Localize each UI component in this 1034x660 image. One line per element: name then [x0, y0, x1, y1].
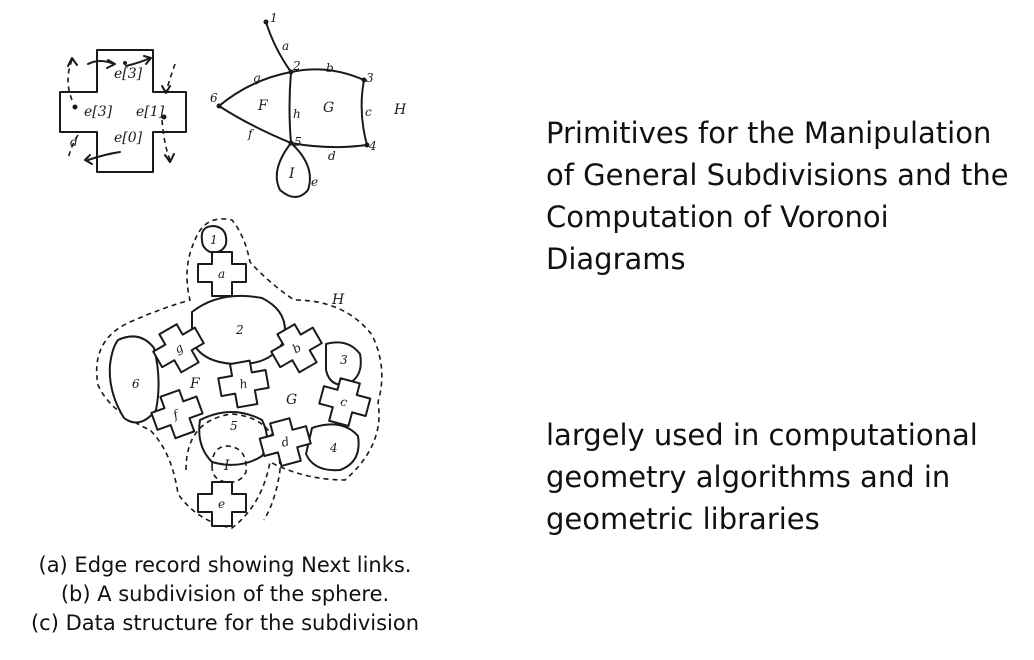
edge-label: b: [326, 61, 334, 75]
edge-cross-a: [198, 252, 246, 296]
data-structure-diagram: [97, 219, 382, 528]
edge-label: e[1]: [136, 104, 165, 120]
quad-edge-figure: [0, 0, 520, 540]
edge-label: e: [218, 497, 226, 511]
caption-b: (b) A subdivision of the sphere.: [60, 582, 390, 606]
edge-label: a: [282, 39, 290, 53]
edge-label: e[0]: [114, 130, 143, 146]
next-link-arrow: [88, 152, 120, 160]
vertex-label: 3: [366, 71, 374, 85]
vertex-label: 6: [210, 91, 218, 105]
face-label: H: [394, 102, 407, 118]
vertex-label: 1: [210, 233, 218, 247]
edge-h: [290, 72, 292, 143]
vertex-label: 4: [369, 139, 377, 153]
next-link-arrow: [162, 120, 170, 160]
vertex-dot: [289, 141, 294, 146]
edge-label: f: [171, 407, 181, 423]
edge-record-diagram: [60, 50, 186, 172]
edge-label: g: [172, 340, 186, 357]
edge-d: [291, 143, 367, 147]
edge-label: e[3]: [84, 104, 113, 120]
paper-title: Primitives for the Manipulation of General Subdivisions and the Computation of Voronoi Diagrams: [546, 116, 1009, 276]
vertex-label: 5: [294, 135, 302, 149]
caption-c: (c) Data structure for the subdivision: [30, 611, 420, 635]
vertex-label: 2: [236, 323, 244, 337]
face-label: F: [258, 98, 268, 114]
edge-cross-h: [216, 358, 271, 410]
sphere-subdivision-diagram: [210, 11, 407, 197]
edge-dot: [73, 105, 78, 110]
edge-label: c: [338, 394, 349, 410]
caption-a: (a) Edge record showing Next links.: [38, 553, 412, 577]
face-label: I: [224, 458, 230, 474]
edge-label: d: [70, 135, 78, 149]
vertex-label: 5: [230, 419, 238, 433]
figure-captions: [0, 551, 450, 638]
vertex-label: 1: [270, 11, 278, 25]
figure-drawing: [0, 0, 520, 540]
face-label: G: [286, 392, 298, 408]
vertex-label: 4: [330, 441, 338, 455]
face-label: I: [289, 166, 295, 182]
edge-cross-c: [316, 375, 374, 430]
edge-label: c: [365, 105, 372, 119]
edge-dot: [123, 61, 127, 65]
vertex-dot: [264, 20, 269, 25]
edge-cross-d: [257, 415, 315, 470]
edge-label: h: [238, 376, 249, 392]
edge-label: d: [328, 149, 336, 163]
edge-label: e: [311, 175, 319, 189]
edge-label: d: [279, 434, 291, 450]
edge-label: f: [248, 127, 253, 141]
vertex-label: 2: [293, 59, 301, 73]
vertex-label: 6: [132, 377, 140, 391]
edge-label: b: [290, 340, 304, 357]
face-label: G: [323, 100, 335, 116]
edge-f: [219, 106, 291, 143]
edge-label: e[3]: [114, 66, 143, 82]
face-label: F: [190, 376, 200, 392]
edge-label: g: [253, 71, 261, 85]
edge-label: h: [293, 107, 301, 121]
face-label: H: [332, 292, 345, 308]
description: largely used in computational geometry algorithms and in geometric libraries: [546, 418, 978, 536]
edge-label: a: [218, 267, 226, 281]
next-link-arrow: [166, 64, 175, 92]
vertex-label: 3: [340, 353, 348, 367]
next-link-arrow: [68, 58, 77, 66]
